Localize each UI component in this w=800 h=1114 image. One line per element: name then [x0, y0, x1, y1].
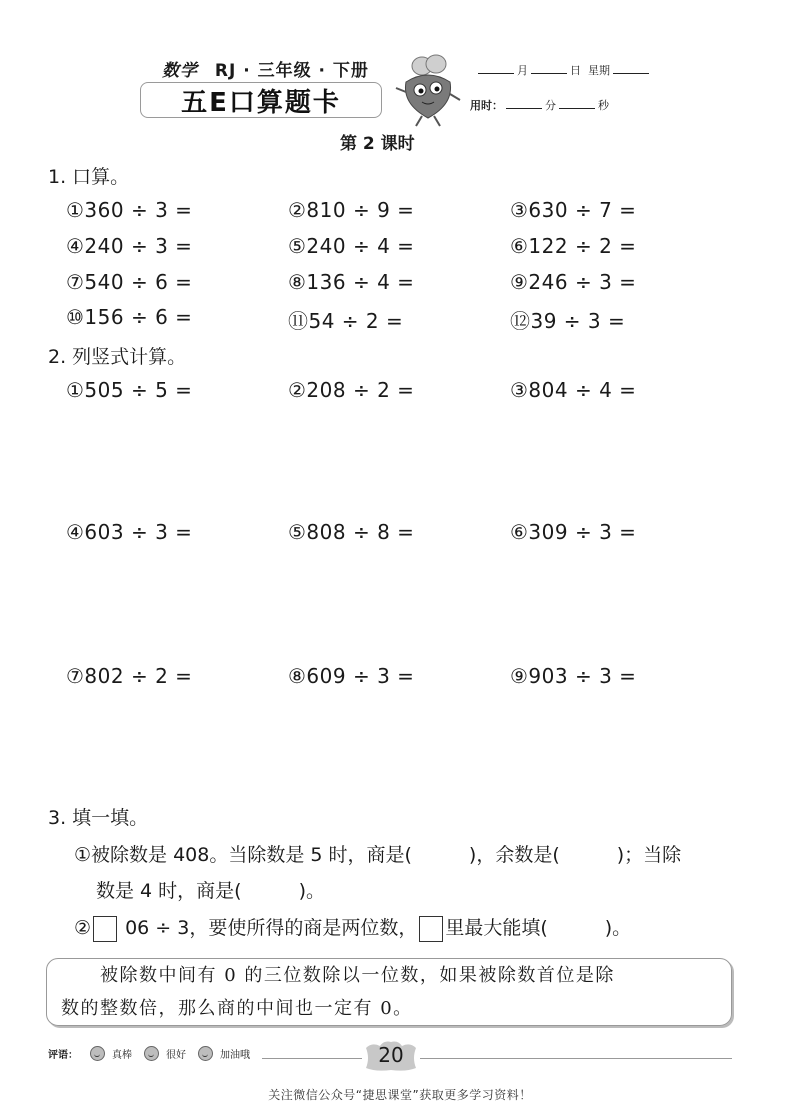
tip-line-1: 被除数中间有 0 的三位数除以一位数，如果被除数首位是除 [61, 965, 615, 986]
time-used-field: 用时： 分 秒 [470, 99, 609, 112]
date-field: 月 日 星期 [475, 62, 652, 78]
day-blank[interactable] [531, 63, 567, 74]
problem: ⑥309 ÷ 3 = [510, 520, 637, 544]
problem: ⑨903 ÷ 3 = [510, 664, 637, 688]
brand-title: 五E口算题卡 [181, 87, 341, 118]
tip-line-2: 数的整数倍，那么商的中间也一定有 0。 [61, 998, 413, 1019]
rating-row: 评语： 真棒 很好 加油哦 [48, 1046, 250, 1061]
grin-face-icon[interactable] [90, 1046, 105, 1061]
problem: ⑦540 ÷ 6 = [66, 270, 193, 294]
digit-box[interactable] [93, 916, 117, 942]
problem: ⑥122 ÷ 2 = [510, 234, 637, 258]
divider [262, 1058, 362, 1059]
month-blank[interactable] [478, 63, 514, 74]
problem: ⑪54 ÷ 2 = [288, 309, 404, 333]
section1-title: 1. 口算。 [48, 166, 130, 188]
section3-title: 3. 填一填。 [48, 807, 149, 829]
divider [420, 1058, 732, 1059]
problem: ④603 ÷ 3 = [66, 520, 193, 544]
problem: ⑤808 ÷ 8 = [288, 520, 415, 544]
fill-question-2: ② 06 ÷ 3，要使所得的商是两位数， 里最大能填( )。 [74, 913, 631, 942]
brand-banner [140, 82, 382, 118]
comment-label: 评语： [48, 1050, 78, 1061]
problem: ⑩156 ÷ 6 = [66, 305, 193, 329]
problem: ③630 ÷ 7 = [510, 198, 637, 222]
seconds-blank[interactable] [559, 98, 595, 109]
problem: ①505 ÷ 5 = [66, 378, 193, 402]
problem: ⑨246 ÷ 3 = [510, 270, 637, 294]
problem: ④240 ÷ 3 = [66, 234, 193, 258]
page-number: 20 [378, 1043, 404, 1067]
problem: ⑦802 ÷ 2 = [66, 664, 193, 688]
lesson-title: 第 2 课时 [340, 134, 415, 154]
radish-mascot-icon [392, 52, 464, 130]
problem: ⑤240 ÷ 4 = [288, 234, 415, 258]
worried-face-icon[interactable] [198, 1046, 213, 1061]
problem: ③804 ÷ 4 = [510, 378, 637, 402]
minutes-blank[interactable] [506, 98, 542, 109]
problem: ②810 ÷ 9 = [288, 198, 415, 222]
problem: ⑫39 ÷ 3 = [510, 309, 626, 333]
subject-grade-label [162, 56, 369, 81]
digit-box[interactable] [419, 916, 443, 942]
fill-question-1-line1: ①被除数是 408。当除数是 5 时，商是( )，余数是( )；当除 [74, 844, 682, 866]
problem: ①360 ÷ 3 = [66, 198, 193, 222]
section2-title: 2. 列竖式计算。 [48, 346, 187, 368]
weekday-blank[interactable] [613, 63, 649, 74]
problem: ②208 ÷ 2 = [288, 378, 415, 402]
grade-info: RJ · 三年级 · 下册 [214, 61, 369, 81]
promo-text: 关注微信公众号“捷思课堂”获取更多学习资料！ [268, 1088, 532, 1102]
fill-question-1-line2: 数是 4 时，商是( )。 [96, 880, 325, 902]
tip-box [46, 958, 732, 1026]
subject-script: 数学 [162, 61, 198, 81]
smile-face-icon[interactable] [144, 1046, 159, 1061]
problem: ⑧136 ÷ 4 = [288, 270, 415, 294]
problem: ⑧609 ÷ 3 = [288, 664, 415, 688]
